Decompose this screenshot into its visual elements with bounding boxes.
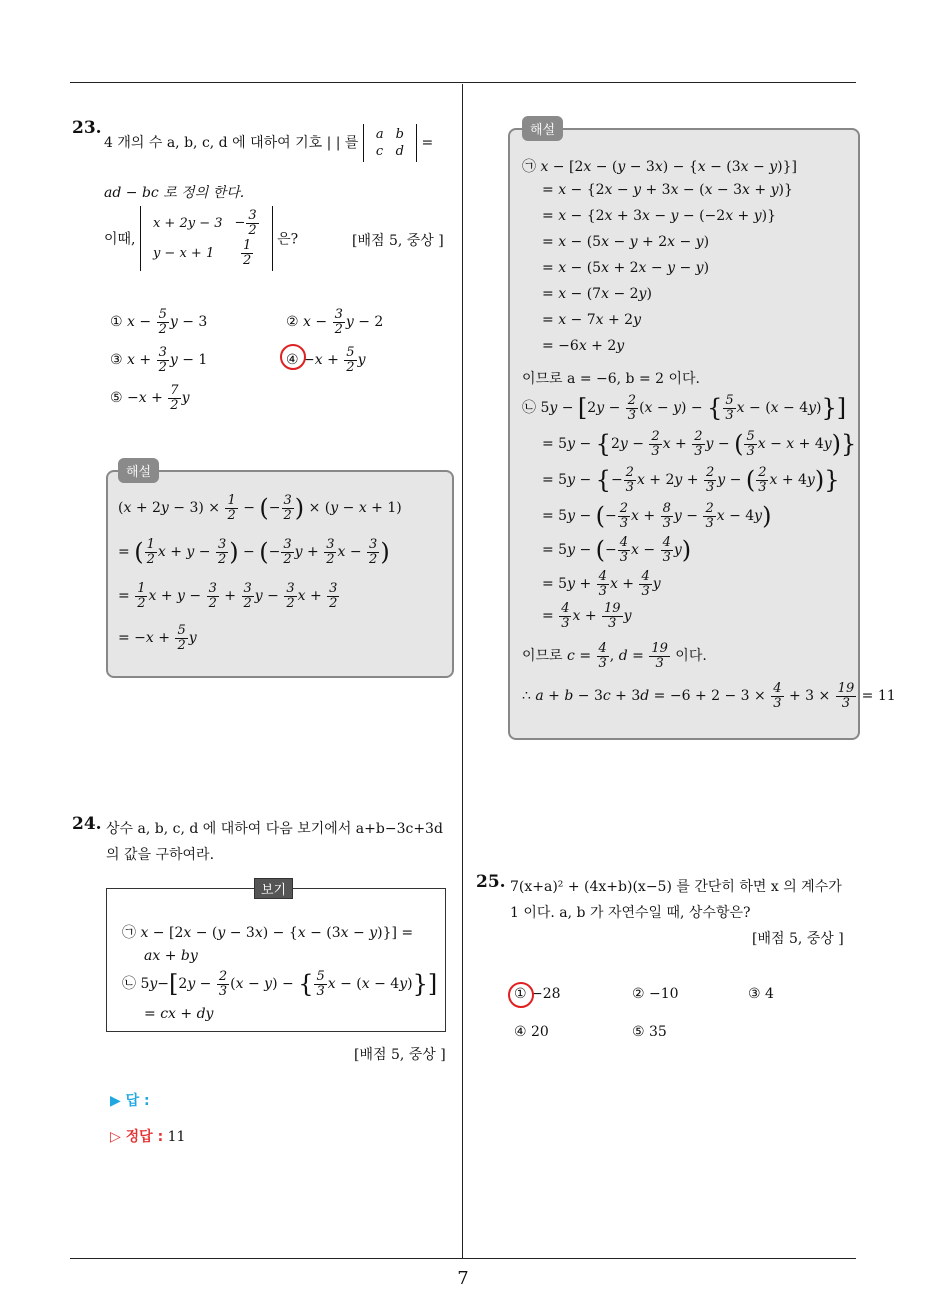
q25-score: [배점 5, 중상 ]	[752, 931, 844, 947]
q23-choice-4[interactable]: ④ −x + $\frac{5}{2}$ y	[286, 345, 366, 375]
q23-choice-3[interactable]: ③ x + $\frac{3}{2}$ y − 1	[110, 345, 208, 375]
rs-line-10: = 5y − {2y − $\frac{2}{3}$ x + $\frac{2}{3}$ y − ( $\frac{5}{3}$ x − x + 4y)}	[542, 429, 857, 459]
q25-choice-4[interactable]: ④ 20	[514, 1024, 549, 1040]
rs-line-4: = x − (5x − y + 2x − y)	[542, 234, 710, 250]
q24-box-line-4: = cx + dy	[144, 1006, 214, 1022]
rs-mid-2: 이므로 c = $\frac{4}{3}$ , d = $\frac{19}{3}$ 이다.	[522, 641, 707, 671]
column-divider	[462, 84, 463, 1259]
right-solution-tag: 해설	[522, 116, 563, 141]
q25-text1: 7(x+a)² + (4x+b)(x−5) 를 간단히 하면 x 의 계수가	[510, 879, 842, 895]
rs-line-15: = $\frac{4}{3}$ x + $\frac{19}{3}$ y	[542, 601, 632, 631]
rs-line-14: = 5y + $\frac{4}{3}$ x + $\frac{4}{3}$ y	[542, 569, 661, 599]
q24-box-line-2: ax + by	[144, 948, 198, 964]
rs-mid-1: 이므로 a = −6, b = 2 이다.	[522, 371, 700, 387]
q23-sol-line-3: = $\frac{1}{2}$ x + y − $\frac{3}{2}$ + $\frac{3}{2}$ y − $\frac{3}{2}$ x + $\frac{3}{2}$	[118, 581, 338, 611]
q23-sol-line-1: (x + 2y − 3) × $\frac{1}{2}$ − (− $\frac{3}{2}$ ) × (y − x + 1)	[118, 493, 402, 523]
rs-line-3: = x − {2x + 3x − y − (−2x + y)}	[542, 208, 777, 224]
q23-text3: 이때, x + 2y − 3 − $\frac{3}{2}$ y − x + 1 $\frac{1}{2}$ 은?	[104, 206, 298, 271]
page-number: 7	[457, 1268, 469, 1289]
q23-number: 23.	[72, 118, 102, 138]
rs-line-5: = x − (5x + 2x − y − y)	[542, 260, 710, 276]
q25-choice-5[interactable]: ⑤ 35	[632, 1024, 667, 1040]
rs-line-2: = x − {2x − y + 3x − (x − 3x + y)}	[542, 182, 793, 198]
q24-correct-value: 11	[167, 1129, 186, 1145]
q23-sol-line-2: = ( $\frac{1}{2}$ x + y − $\frac{3}{2}$ ) − (− $\frac{3}{2}$ y + $\frac{3}{2}$ x − $\frac{3}{2}$ )	[118, 537, 390, 567]
q23-text2: ad − bc 로 정의 한다.	[104, 185, 245, 201]
q25-choice-1[interactable]: ① −28	[514, 986, 561, 1002]
rs-line-7: = x − 7x + 2y	[542, 312, 642, 328]
q23-choice-1[interactable]: ① x − $\frac{5}{2}$ y − 3	[110, 307, 208, 337]
q24-text1: 상수 a, b, c, d 에 대하여 다음 보기에서 a+b−3c+3d	[106, 821, 443, 837]
rs-final: ∴ a + b − 3c + 3d = −6 + 2 − 3 × $\frac{4}{3}$ + 3 × $\frac{19}{3}$ = 11	[522, 681, 896, 711]
q23-sol-line-4: = −x + $\frac{5}{2}$ y	[118, 623, 197, 653]
bottom-rule	[70, 1258, 856, 1259]
top-rule	[70, 82, 856, 83]
rs-line-12: = 5y − (− $\frac{2}{3}$ x + $\frac{8}{3}$ y − $\frac{2}{3}$ x − 4y)	[542, 501, 772, 531]
rs-line-6: = x − (7x − 2y)	[542, 286, 652, 302]
q24-example-tag: 보기	[254, 878, 293, 899]
q23-choice-5[interactable]: ⑤ −x + $\frac{7}{2}$ y	[110, 383, 190, 413]
q24-correct: ▷ 정답 : 11	[110, 1129, 186, 1145]
q24-box-line-3: ㉡ 5y−[2y − $\frac{2}{3}$ (x − y) − { $\frac{5}{3}$ x − (x − 4y)}]	[122, 969, 438, 999]
q23-text1: 4 개의 수 a, b, c, d 에 대하여 기호 | | 를 a b c d =	[104, 124, 433, 162]
rs-line-1: ㉠ x − [2x − (y − 3x) − {x − (3x − y)}]	[522, 159, 797, 175]
q23-solution-tag: 해설	[118, 458, 159, 483]
rs-line-9: ㉡ 5y − [2y − $\frac{2}{3}$ (x − y) − { $\frac{5}{3}$ x − (x − 4y)}]	[522, 393, 847, 423]
q24-number: 24.	[72, 814, 102, 834]
rs-line-13: = 5y − (− $\frac{4}{3}$ x − $\frac{4}{3}$ y)	[542, 535, 692, 565]
q23-definition-determinant: a b c d	[363, 124, 417, 162]
q23-answer-circle	[280, 344, 306, 370]
q23-question-determinant: x + 2y − 3 − $\frac{3}{2}$ y − x + 1 $\frac{1}{2}$	[140, 206, 273, 271]
q24-box-line-1: ㉠ x − [2x − (y − 3x) − {x − (3x − y)}] =	[122, 925, 414, 941]
q23-choice-2[interactable]: ② x − $\frac{3}{2}$ y − 2	[286, 307, 384, 337]
q24-text2: 의 값을 구하여라.	[106, 847, 215, 863]
q24-answer-label: ▶ 답 :	[110, 1093, 150, 1109]
q25-answer-circle	[508, 982, 534, 1008]
q25-choice-2[interactable]: ② −10	[632, 986, 679, 1002]
rs-line-11: = 5y − {− $\frac{2}{3}$ x + 2y + $\frac{2}{3}$ y − ( $\frac{2}{3}$ x + 4y)}	[542, 465, 840, 495]
rs-line-8: = −6x + 2y	[542, 338, 625, 354]
q24-score: [배점 5, 중상 ]	[354, 1047, 446, 1063]
q25-choice-3[interactable]: ③ 4	[748, 986, 774, 1002]
q23-score: [배점 5, 중상 ]	[352, 233, 444, 249]
q25-number: 25.	[476, 872, 506, 892]
q25-text2: 1 이다. a, b 가 자연수일 때, 상수항은?	[510, 905, 751, 921]
